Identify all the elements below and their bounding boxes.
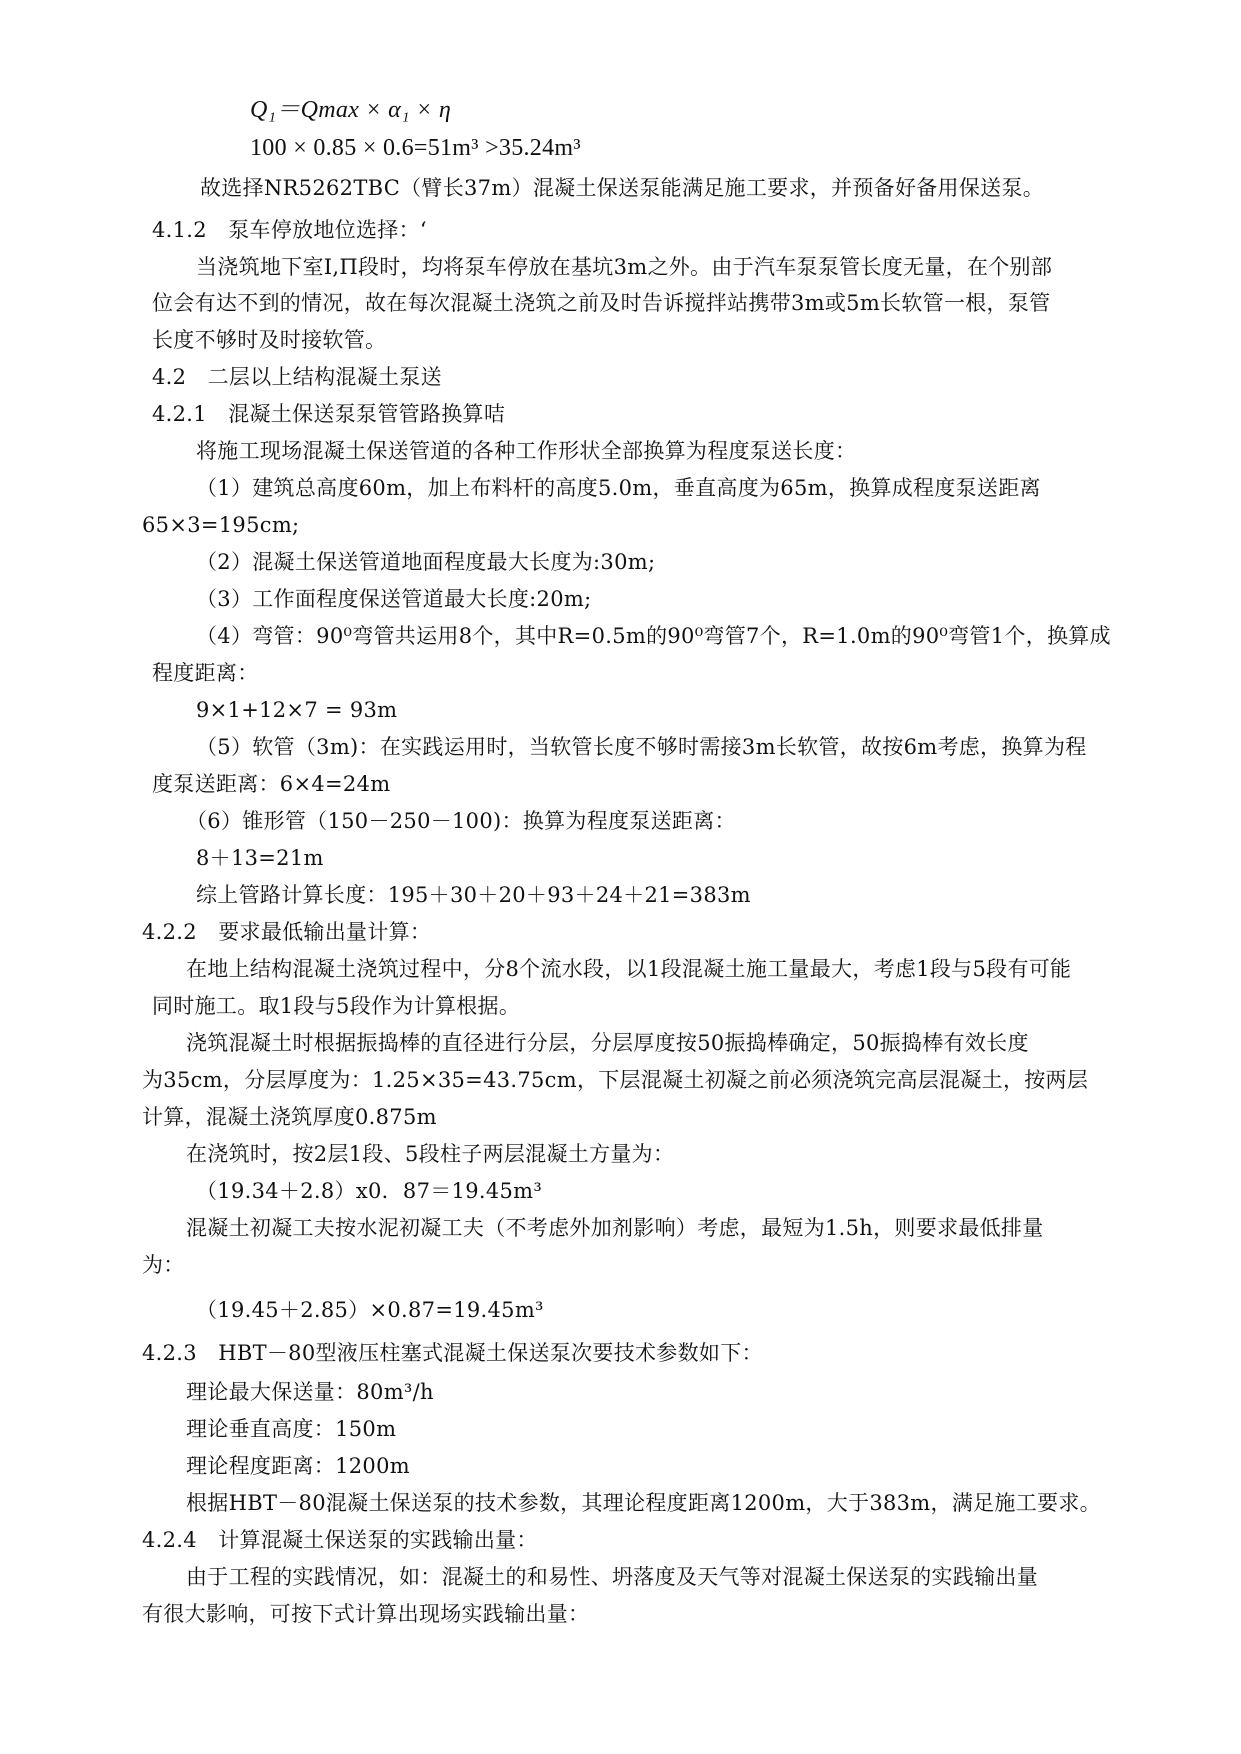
- text-line: （1）建筑总高度60m，加上布料杆的高度5.0m，垂直高度为65m，换算成程度泵送距离: [196, 476, 1041, 500]
- text-line: 程度距离：: [152, 661, 259, 685]
- text-line: 计算，混凝土浇筑厚度0.875m: [142, 1105, 437, 1129]
- text-line: 将施工现场混凝土保送管道的各种工作形状全部换算为程度泵送长度：: [196, 439, 857, 463]
- text-line: 同时施工。取1段与5段作为计算根据。: [152, 994, 521, 1018]
- section-heading: 4.2.1 混凝土保送泵泵管管路换算咭: [152, 402, 506, 426]
- text-line: 理论程度距离：1200m: [186, 1454, 410, 1478]
- text-line: 根据HBT－80混凝土保送泵的技术参数，其理论程度距离1200m，大于383m，满足施工要求。: [186, 1491, 1101, 1515]
- text-line: 9×1+12×7 = 93m: [196, 698, 398, 722]
- text-line: 在浇筑时，按2层1段、5段柱子两层混凝土方量为：: [186, 1142, 675, 1166]
- text-line: 故选择NR5262TBC（臂长37m）混凝土保送泵能满足施工要求，并预备好备用保送泵。: [200, 176, 1045, 200]
- section-heading: 4.1.2 泵车停放地位选择：‘: [152, 218, 427, 242]
- text-line: （19.34＋2.8）x0．87＝19.45m³: [196, 1179, 543, 1203]
- text-line: 混凝土初凝工夫按水泥初凝工夫（不考虑外加剂影响）考虑，最短为1.5h，则要求最低排量: [186, 1216, 1044, 1240]
- text-line: （3）工作面程度保送管道最大长度:20m;: [196, 587, 592, 611]
- text-line: 度泵送距离：6×4=24m: [152, 772, 391, 796]
- formula-calc: 100 × 0.85 × 0.6=51m³ >35.24m³: [250, 135, 581, 161]
- text-line: 理论最大保送量：80m³/h: [186, 1380, 434, 1404]
- text-line: 由于工程的实践情况，如：混凝土的和易性、坍落度及天气等对混凝土保送泵的实践输出量: [186, 1565, 1038, 1589]
- text-line: 8＋13=21m: [196, 846, 324, 870]
- text-line: 浇筑混凝土时根据振捣棒的直径进行分层，分层厚度按50振捣棒确定，50振捣棒有效长度: [186, 1031, 1029, 1055]
- text-line: 当浇筑地下室Ⅰ,Π段时，均将泵车停放在基坑3m之外。由于汽车泵泵管长度无量，在个别部: [196, 255, 1053, 279]
- text-line: （4）弯管：90⁰弯管共运用8个，其中R=0.5m的90⁰弯管7个，R=1.0m的90⁰弯管1个，换算成: [196, 624, 1111, 648]
- text-line: （5）软管（3m)：在实践运用时，当软管长度不够时需接3m长软管，故按6m考虑，换算为程: [196, 735, 1087, 759]
- text-line: （2）混凝土保送管道地面程度最大长度为:30m;: [196, 550, 656, 574]
- text-line: 长度不够时及时接软管。: [152, 328, 387, 352]
- section-heading: 4.2.3 HBT－80型液压柱塞式混凝土保送泵次要技术参数如下：: [142, 1341, 763, 1365]
- text-line: （6）锥形管（150－250－100)：换算为程度泵送距离：: [186, 809, 736, 833]
- formula-q1: Q₁＝Qmax × α₁ × η: [250, 97, 452, 123]
- text-line: （19.45＋2.85）×0.87=19.45m³: [196, 1298, 544, 1322]
- section-heading: 4.2.2 要求最低输出量计算：: [142, 920, 432, 944]
- section-heading: 4.2 二层以上结构混凝土泵送: [152, 365, 442, 389]
- text-line: 为：: [142, 1253, 185, 1277]
- text-line: 理论垂直高度：150m: [186, 1417, 397, 1441]
- text-line: 有很大影响，可按下式计算出现场实践输出量：: [142, 1602, 590, 1626]
- text-line: 65×3=195cm;: [142, 513, 300, 537]
- section-heading: 4.2.4 计算混凝土保送泵的实践输出量：: [142, 1528, 538, 1552]
- text-line: 在地上结构混凝土浇筑过程中，分8个流水段，以1段混凝土施工量最大，考虑1段与5段有可能: [186, 957, 1072, 981]
- text-line: 位会有达不到的情况，故在每次混凝土浇筑之前及时告诉搅拌站携带3m或5m长软管一根，泵管: [152, 291, 1051, 315]
- text-line: 为35cm，分层厚度为：1.25×35=43.75cm，下层混凝土初凝之前必须浇筑完高层混凝土，按两层: [142, 1068, 1089, 1092]
- text-line: 综上管路计算长度：195＋30＋20＋93＋24＋21=383m: [196, 883, 751, 907]
